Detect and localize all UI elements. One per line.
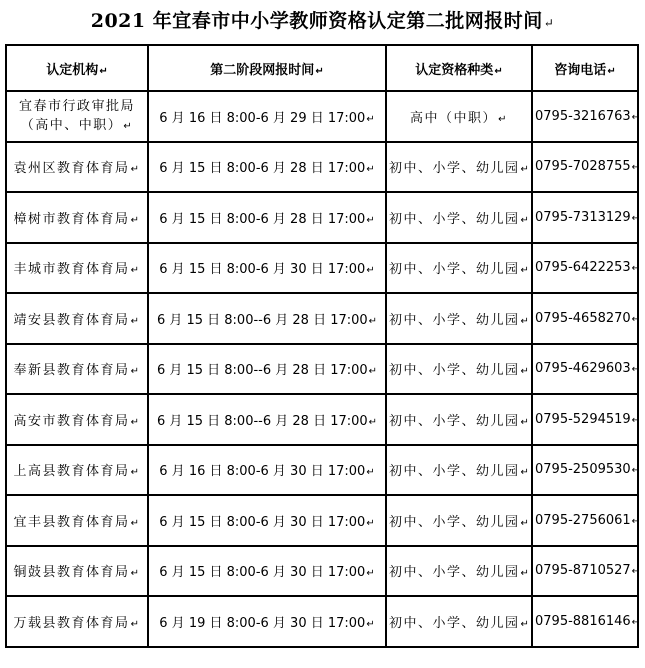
paragraph-mark-icon: ↵: [631, 414, 641, 426]
cell-types: 初中、小学、幼儿园↵: [386, 546, 532, 597]
header-phone: 咨询电话↵: [532, 45, 638, 91]
paragraph-mark-icon: ↵: [130, 568, 141, 580]
cell-phone: 0795-4629603↵: [532, 344, 638, 395]
table-row: [6, 142, 638, 193]
table-row: [6, 91, 638, 142]
paragraph-mark-icon: ↵: [631, 566, 641, 578]
cell-types: 初中、小学、幼儿园↵: [386, 192, 532, 243]
cell-org: 万载县教育体育局↵: [6, 596, 148, 647]
cell-time: 6 月 15 日 8:00-6 月 30 日 17:00↵: [148, 495, 386, 546]
paragraph-mark-icon: ↵: [366, 214, 375, 226]
paragraph-mark-icon: ↵: [130, 265, 141, 277]
paragraph-mark-icon: ↵: [368, 315, 378, 327]
cell-phone: 0795-5294519↵: [532, 394, 638, 445]
paragraph-mark-icon: ↵: [520, 315, 531, 327]
table-row: [6, 596, 638, 647]
cell-time: 6 月 15 日 8:00--6 月 28 日 17:00↵: [148, 394, 386, 445]
paragraph-mark-icon: ↵: [366, 467, 375, 479]
schedule-table: [5, 44, 639, 648]
paragraph-mark-icon: ↵: [130, 416, 141, 428]
paragraph-mark-icon: ↵: [631, 162, 641, 174]
cell-phone: 0795-3216763↵: [532, 91, 638, 142]
cell-org: 宜丰县教育体育局↵: [6, 495, 148, 546]
paragraph-mark-icon: ↵: [631, 515, 641, 527]
cell-types: 初中、小学、幼儿园↵: [386, 394, 532, 445]
table-row: [6, 445, 638, 496]
paragraph-mark-icon: ↵: [368, 366, 378, 378]
table-header-row: [6, 45, 638, 91]
table-row: [6, 293, 638, 344]
paragraph-mark-icon: ↵: [130, 366, 141, 378]
table-row: [6, 192, 638, 243]
cell-types: 初中、小学、幼儿园↵: [386, 495, 532, 546]
cell-org: 高安市教育体育局↵: [6, 394, 148, 445]
cell-time: 6 月 19 日 8:00-6 月 30 日 17:00↵: [148, 596, 386, 647]
paragraph-mark-icon: ↵: [130, 315, 141, 327]
cell-types: 初中、小学、幼儿园↵: [386, 596, 532, 647]
cell-phone: 0795-7313129↵: [532, 192, 638, 243]
paragraph-mark-icon: ↵: [130, 618, 141, 630]
paragraph-mark-icon: ↵: [498, 113, 508, 125]
cell-phone: 0795-2509530↵: [532, 445, 638, 496]
header-time: 第二阶段网报时间↵: [148, 45, 386, 91]
cell-org: 奉新县教育体育局↵: [6, 344, 148, 395]
cell-phone: 0795-8710527↵: [532, 546, 638, 597]
table-row: [6, 243, 638, 294]
paragraph-mark-icon: ↵: [366, 517, 375, 529]
cell-phone: 0795-4658270↵: [532, 293, 638, 344]
cell-org: 丰城市教育体育局↵: [6, 243, 148, 294]
paragraph-mark-icon: ↵: [520, 467, 531, 479]
paragraph-mark-icon: ↵: [520, 568, 531, 580]
paragraph-mark-icon: ↵: [631, 364, 641, 376]
paragraph-mark-icon: ↵: [631, 111, 641, 123]
paragraph-mark-icon: ↵: [520, 164, 531, 176]
title-text: 2021 年宜春市中小学教师资格认定第二批网报时间: [90, 10, 543, 32]
paragraph-mark-icon: ↵: [631, 313, 641, 325]
paragraph-mark-icon: ↵: [520, 517, 531, 529]
paragraph-mark-icon: ↵: [631, 212, 641, 224]
paragraph-mark-icon: ↵: [366, 568, 375, 580]
document-title: [0, 6, 645, 33]
paragraph-mark-icon: ↵: [366, 113, 375, 125]
table-row: [6, 495, 638, 546]
cell-time: 6 月 15 日 8:00-6 月 30 日 17:00↵: [148, 243, 386, 294]
paragraph-mark-icon: ↵: [366, 265, 375, 277]
cell-time: 6 月 15 日 8:00--6 月 28 日 17:00↵: [148, 344, 386, 395]
paragraph-mark-icon: ↵: [631, 465, 641, 477]
paragraph-mark-icon: ↵: [520, 366, 531, 378]
cell-org: 袁州区教育体育局↵: [6, 142, 148, 193]
paragraph-mark-icon: ↵: [631, 616, 641, 628]
paragraph-mark-icon: ↵: [130, 467, 141, 479]
cell-org: 靖安县教育体育局↵: [6, 293, 148, 344]
cell-types: 初中、小学、幼儿园↵: [386, 243, 532, 294]
cell-types: 初中、小学、幼儿园↵: [386, 344, 532, 395]
paragraph-mark-icon: ↵: [130, 164, 141, 176]
paragraph-mark-icon: ↵: [368, 416, 378, 428]
cell-time: 6 月 15 日 8:00-6 月 28 日 17:00↵: [148, 142, 386, 193]
cell-types: 初中、小学、幼儿园↵: [386, 142, 532, 193]
cell-time: 6 月 15 日 8:00-6 月 28 日 17:00↵: [148, 192, 386, 243]
cell-phone: 0795-7028755↵: [532, 142, 638, 193]
cell-types: 高中（中职）↵: [386, 91, 532, 142]
cell-org: 铜鼓县教育体育局↵: [6, 546, 148, 597]
cell-phone: 0795-2756061↵: [532, 495, 638, 546]
cell-time: 6 月 16 日 8:00-6 月 30 日 17:00↵: [148, 445, 386, 496]
paragraph-mark-icon: ↵: [130, 214, 141, 226]
paragraph-mark-icon: ↵: [130, 517, 141, 529]
paragraph-mark-icon: ↵: [520, 618, 531, 630]
header-org: 认定机构↵: [6, 45, 148, 91]
table-row: [6, 344, 638, 395]
paragraph-mark-icon: ↵: [366, 164, 375, 176]
cell-time: 6 月 15 日 8:00--6 月 28 日 17:00↵: [148, 293, 386, 344]
cell-types: 初中、小学、幼儿园↵: [386, 445, 532, 496]
paragraph-mark-icon: ↵: [520, 265, 531, 277]
paragraph-mark-icon: ↵: [543, 16, 555, 30]
table-row: [6, 546, 638, 597]
paragraph-mark-icon: ↵: [366, 618, 375, 630]
cell-time: 6 月 15 日 8:00-6 月 30 日 17:00↵: [148, 546, 386, 597]
cell-org: 樟树市教育体育局↵: [6, 192, 148, 243]
cell-time: 6 月 16 日 8:00-6 月 29 日 17:00↵: [148, 91, 386, 142]
cell-org: 上高县教育体育局↵: [6, 445, 148, 496]
cell-phone: 0795-8816146↵: [532, 596, 638, 647]
cell-org: 宜春市行政审批局（高中、中职）↵: [6, 91, 148, 142]
cell-types: 初中、小学、幼儿园↵: [386, 293, 532, 344]
header-types: 认定资格种类↵: [386, 45, 532, 91]
paragraph-mark-icon: ↵: [520, 214, 531, 226]
paragraph-mark-icon: ↵: [123, 120, 134, 132]
paragraph-mark-icon: ↵: [631, 263, 641, 275]
paragraph-mark-icon: ↵: [520, 416, 531, 428]
cell-phone: 0795-6422253↵: [532, 243, 638, 294]
table-row: [6, 394, 638, 445]
